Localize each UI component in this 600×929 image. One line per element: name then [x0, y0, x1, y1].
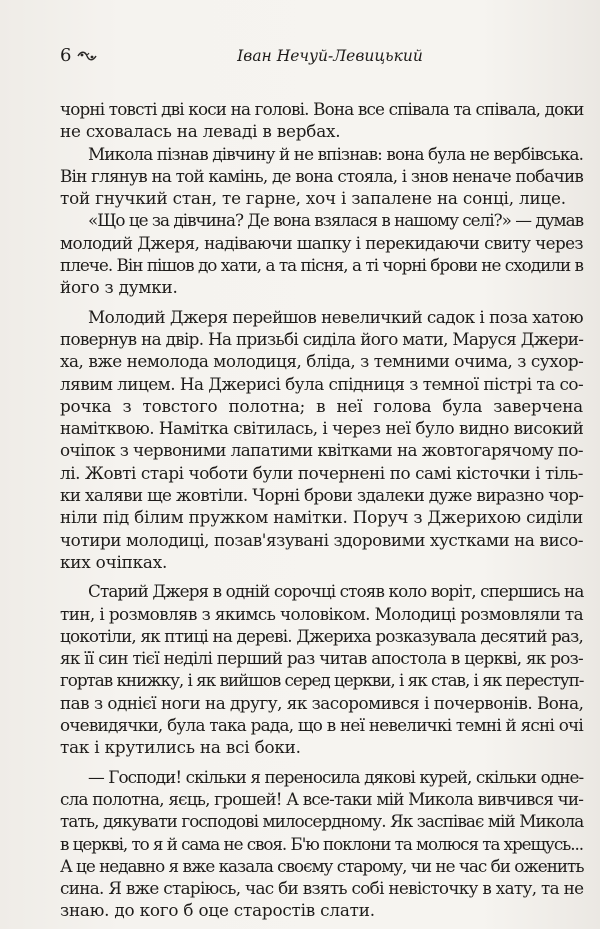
page-header [60, 44, 582, 68]
text-line: лявим лицем. На Джерисі була спідниця з темної пістрі та со- [60, 373, 584, 394]
text-line: лі. Жовті старі чоботи були почернені по самі кісточки і тіль- [60, 462, 583, 483]
text-line: тать, дякувати господові милосердному. Як заспіває мій Микола [60, 811, 584, 832]
text-line: пав з однієї ноги на другу, як засоромився і почервонів. Вона, [60, 692, 584, 713]
text-line: намітквою. Намітка світилась, і через неї було видно високий [60, 418, 584, 439]
text-line: очевидячки, була така рада, що в неї невеличкі темні й ясні очі [60, 715, 583, 736]
text-line: ки халяви ще жовтіли. Чорні брови здалеки дуже виразно чор- [60, 485, 584, 506]
text-line: Микола пізнав дівчину й не впізнав: вона була не вербівська. [88, 143, 584, 164]
text-line: сина. Я вже старіюсь, час би взять собі невісточку в хату, та не [60, 878, 584, 899]
text-line: цокотіли, як птиці на дереві. Джериха розказувала десятий раз, [60, 625, 583, 646]
text-line: його з думки. [60, 277, 178, 298]
paragraph [60, 766, 583, 922]
text-line: молодий Джеря, надіваючи шапку і перекидаючи свиту через [60, 232, 583, 253]
text-line: очіпок з червоними лапатими квітками на жовтогарячому по- [60, 440, 584, 461]
text-line: не сховалась на леваді в вербах. [60, 121, 341, 142]
text-line: тин, і розмовляв з якимсь чоловіком. Молодиці розмовляли та [60, 603, 583, 624]
text-line: Старий Джеря в одній сорочці стояв коло воріт, спершись на [88, 581, 584, 602]
text-line: ких очіпках. [60, 551, 168, 572]
text-line: гортав книжку, і як вийшов серед церкви, і як став, і як переступ- [60, 670, 584, 691]
text-line: так і крутились на всі боки. [60, 737, 301, 758]
text-line: Він глянув на той камінь, де вона стояла, і знов неначе побачив [60, 165, 583, 186]
text-line: рочка з товстого полотна; в неї голова була заверчена [60, 395, 583, 416]
text-line: чотири молодиці, позав'язувані здоровими хустками на висо- [60, 529, 584, 550]
text-line: ніли під білим пружком намітки. Поруч з Джерихою сиділи [60, 507, 583, 528]
text-line: плече. Він пішов до хати, а та пісня, а ті чорні брови не сходили в [60, 255, 583, 276]
paragraph [60, 580, 583, 758]
text-line: — Господи! скільки я переносила дякові курей, скільки однe- [88, 766, 584, 787]
text-line: той гнучкий стан, те гарне, хоч і запалене на сонці, лице. [60, 188, 566, 209]
text-line: повернув на двір. На призьбі сиділа його мати, Маруся Джери- [60, 328, 584, 349]
paragraph [60, 209, 583, 298]
paragraph [60, 98, 583, 143]
text-line: А це недавно я вже казала своєму старому, чи не час би оженить [60, 855, 584, 876]
text-line: чорні товсті дві коси на голові. Вона все співала та співала, доки [60, 99, 584, 119]
text-line: Молодий Джеря перейшов невеличкий садок і поза хатою [88, 306, 584, 327]
body-text [60, 98, 583, 922]
text-line: «Що це за дівчина? Де вона взялася в нашому селі?» — думав [88, 210, 583, 231]
text-line: як її син тієї неділі перший раз читав апостола в церкві, як роз- [60, 648, 583, 669]
paragraph [60, 306, 583, 574]
text-line: сла полотна, яєць, грошей! А все-таки мій Микола вивчився чи- [60, 788, 584, 809]
running-head: Іван Нечуй-Левицький [237, 47, 423, 65]
text-line: в церкві, то я й сама не своя. Б'ю поклони та молюся та хрещусь... [60, 833, 583, 854]
text-line: знаю. до кого б оце старостів слати. [60, 900, 375, 921]
text-line: ха, вже немолода молодиця, бліда, з темними очима, з сухор- [60, 351, 584, 372]
page-number: 6 [60, 45, 72, 66]
paragraph [60, 143, 583, 210]
